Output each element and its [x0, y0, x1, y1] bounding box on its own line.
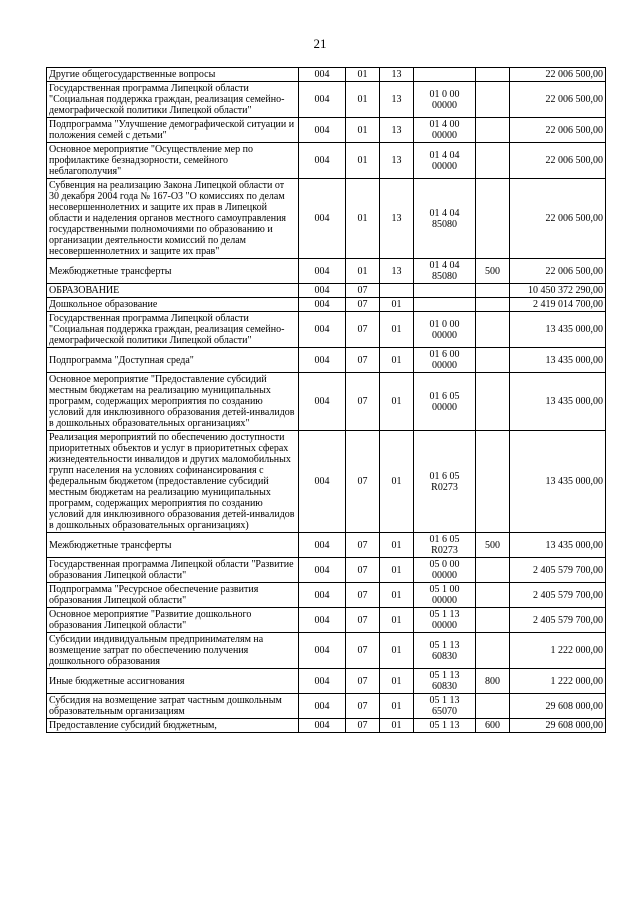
expense-name-cell: Иные бюджетные ассигнования [47, 669, 299, 694]
expense-type-cell: 600 [476, 719, 510, 733]
expense-name-cell: Основное мероприятие "Развитие дошкольного образования Липецкой области" [47, 608, 299, 633]
table-row [47, 298, 606, 312]
section-code-cell: 01 [346, 68, 380, 82]
section-code-cell: 07 [346, 608, 380, 633]
expense-type-cell [476, 118, 510, 143]
subsection-code-cell: 13 [380, 179, 414, 259]
section-code-cell: 07 [346, 284, 380, 298]
table-row [47, 284, 606, 298]
page-number: 21 [313, 36, 327, 51]
expense-type-cell [476, 143, 510, 179]
expense-type-cell [476, 694, 510, 719]
expense-type-cell: 800 [476, 669, 510, 694]
amount-cell: 13 435 000,00 [510, 348, 606, 373]
subsection-code-cell: 01 [380, 431, 414, 533]
ministry-code-cell: 004 [299, 143, 346, 179]
table-row [47, 259, 606, 284]
subsection-code-cell: 01 [380, 312, 414, 348]
subsection-code-cell: 01 [380, 298, 414, 312]
target-article-cell: 01 6 05 R0273 [414, 431, 476, 533]
expense-type-cell: 500 [476, 259, 510, 284]
subsection-code-cell: 01 [380, 633, 414, 669]
target-article-cell [414, 68, 476, 82]
ministry-code-cell: 004 [299, 259, 346, 284]
expense-name-cell: Межбюджетные трансферты [47, 259, 299, 284]
table-row [47, 179, 606, 259]
target-article-cell: 05 1 13 60830 [414, 669, 476, 694]
ministry-code-cell: 004 [299, 373, 346, 431]
section-code-cell: 07 [346, 694, 380, 719]
amount-cell: 22 006 500,00 [510, 68, 606, 82]
expense-name-cell: Государственная программа Липецкой области "Развитие образования Липецкой области" [47, 558, 299, 583]
table-row [47, 608, 606, 633]
subsection-code-cell: 01 [380, 348, 414, 373]
amount-cell: 22 006 500,00 [510, 82, 606, 118]
subsection-code-cell: 13 [380, 82, 414, 118]
section-code-cell: 07 [346, 373, 380, 431]
subsection-code-cell: 01 [380, 694, 414, 719]
target-article-cell: 05 1 13 00000 [414, 608, 476, 633]
subsection-code-cell: 01 [380, 583, 414, 608]
amount-cell: 22 006 500,00 [510, 118, 606, 143]
amount-cell: 13 435 000,00 [510, 533, 606, 558]
expense-type-cell: 500 [476, 533, 510, 558]
table-row [47, 558, 606, 583]
section-code-cell: 01 [346, 143, 380, 179]
subsection-code-cell: 13 [380, 68, 414, 82]
amount-cell: 22 006 500,00 [510, 259, 606, 284]
target-article-cell: 01 0 00 00000 [414, 82, 476, 118]
subsection-code-cell: 01 [380, 608, 414, 633]
subsection-code-cell: 13 [380, 143, 414, 179]
table-row [47, 583, 606, 608]
ministry-code-cell: 004 [299, 583, 346, 608]
table-body [47, 68, 606, 733]
expense-name-cell: Основное мероприятие "Предоставление субсидий местным бюджетам на реализацию муниципальных программ, содержащих мероприятия по созданию условий для инклюзивного образования детей-инвалидов в дошкольных образовательных организациях" [47, 373, 299, 431]
amount-cell: 29 608 000,00 [510, 719, 606, 733]
subsection-code-cell: 01 [380, 533, 414, 558]
section-code-cell: 07 [346, 558, 380, 583]
ministry-code-cell: 004 [299, 633, 346, 669]
amount-cell: 29 608 000,00 [510, 694, 606, 719]
ministry-code-cell: 004 [299, 82, 346, 118]
target-article-cell: 01 4 00 00000 [414, 118, 476, 143]
amount-cell: 2 405 579 700,00 [510, 558, 606, 583]
target-article-cell: 01 4 04 85080 [414, 259, 476, 284]
section-code-cell: 07 [346, 583, 380, 608]
table-row [47, 348, 606, 373]
target-article-cell: 05 1 00 00000 [414, 583, 476, 608]
amount-cell: 13 435 000,00 [510, 373, 606, 431]
expense-type-cell [476, 179, 510, 259]
target-article-cell [414, 284, 476, 298]
expense-type-cell [476, 633, 510, 669]
target-article-cell [414, 298, 476, 312]
table-row [47, 533, 606, 558]
expense-name-cell: Реализация мероприятий по обеспечению доступности приоритетных объектов и услуг в приоритетных сферах жизнедеятельности инвалидов и других маломобильных групп населения на условиях софинансирования с федеральным бюджетом (предоставление субсидий местным бюджетам на реализацию муниципальных программ, содержащих мероприятия по созданию условий для инклюзивного образования детей-инвалидов в дошкольных образовательных организациях) [47, 431, 299, 533]
amount-cell: 1 222 000,00 [510, 669, 606, 694]
ministry-code-cell: 004 [299, 179, 346, 259]
table-row [47, 118, 606, 143]
expense-name-cell: ОБРАЗОВАНИЕ [47, 284, 299, 298]
table-row [47, 312, 606, 348]
section-code-cell: 01 [346, 259, 380, 284]
expense-type-cell [476, 431, 510, 533]
ministry-code-cell: 004 [299, 298, 346, 312]
expense-type-cell [476, 68, 510, 82]
amount-cell: 1 222 000,00 [510, 633, 606, 669]
target-article-cell: 05 0 00 00000 [414, 558, 476, 583]
subsection-code-cell: 13 [380, 259, 414, 284]
expense-type-cell [476, 82, 510, 118]
ministry-code-cell: 004 [299, 719, 346, 733]
subsection-code-cell: 01 [380, 373, 414, 431]
expense-type-cell [476, 298, 510, 312]
section-code-cell: 07 [346, 298, 380, 312]
target-article-cell: 05 1 13 65070 [414, 694, 476, 719]
section-code-cell: 07 [346, 348, 380, 373]
ministry-code-cell: 004 [299, 348, 346, 373]
expense-name-cell: Подпрограмма "Улучшение демографической ситуации и положения семей с детьми" [47, 118, 299, 143]
section-code-cell: 07 [346, 431, 380, 533]
section-code-cell: 07 [346, 719, 380, 733]
expense-name-cell: Основное мероприятие "Осуществление мер по профилактике безнадзорности, семейного неблагополучия" [47, 143, 299, 179]
ministry-code-cell: 004 [299, 284, 346, 298]
expense-type-cell [476, 373, 510, 431]
amount-cell: 2 405 579 700,00 [510, 583, 606, 608]
section-code-cell: 07 [346, 669, 380, 694]
table-row [47, 633, 606, 669]
expense-type-cell [476, 583, 510, 608]
target-article-cell: 01 6 05 00000 [414, 373, 476, 431]
ministry-code-cell: 004 [299, 669, 346, 694]
table-row [47, 669, 606, 694]
table-row [47, 373, 606, 431]
target-article-cell: 01 6 05 R0273 [414, 533, 476, 558]
target-article-cell: 01 6 00 00000 [414, 348, 476, 373]
section-code-cell: 07 [346, 312, 380, 348]
amount-cell: 13 435 000,00 [510, 312, 606, 348]
target-article-cell: 01 0 00 00000 [414, 312, 476, 348]
target-article-cell: 05 1 13 60830 [414, 633, 476, 669]
ministry-code-cell: 004 [299, 118, 346, 143]
section-code-cell: 07 [346, 533, 380, 558]
ministry-code-cell: 004 [299, 608, 346, 633]
subsection-code-cell: 01 [380, 719, 414, 733]
amount-cell: 10 450 372 290,00 [510, 284, 606, 298]
budget-table [46, 67, 606, 733]
expense-name-cell: Подпрограмма "Ресурсное обеспечение развития образования Липецкой области" [47, 583, 299, 608]
ministry-code-cell: 004 [299, 68, 346, 82]
expense-name-cell: Подпрограмма "Доступная среда" [47, 348, 299, 373]
amount-cell: 22 006 500,00 [510, 143, 606, 179]
ministry-code-cell: 004 [299, 694, 346, 719]
ministry-code-cell: 004 [299, 431, 346, 533]
section-code-cell: 01 [346, 82, 380, 118]
amount-cell: 2 405 579 700,00 [510, 608, 606, 633]
table-row [47, 143, 606, 179]
expense-name-cell: Дошкольное образование [47, 298, 299, 312]
amount-cell: 22 006 500,00 [510, 179, 606, 259]
table-row [47, 719, 606, 733]
amount-cell: 13 435 000,00 [510, 431, 606, 533]
ministry-code-cell: 004 [299, 558, 346, 583]
subsection-code-cell [380, 284, 414, 298]
amount-cell: 2 419 014 700,00 [510, 298, 606, 312]
expense-name-cell: Государственная программа Липецкой области "Социальная поддержка граждан, реализация семейно-демографической политики Липецкой области" [47, 312, 299, 348]
expense-name-cell: Субсидии индивидуальным предпринимателям на возмещение затрат по обеспечению получения дошкольного образования [47, 633, 299, 669]
expense-type-cell [476, 348, 510, 373]
target-article-cell: 05 1 13 [414, 719, 476, 733]
table-row [47, 82, 606, 118]
ministry-code-cell: 004 [299, 312, 346, 348]
subsection-code-cell: 01 [380, 669, 414, 694]
expense-name-cell: Государственная программа Липецкой области "Социальная поддержка граждан, реализация семейно-демографической политики Липецкой области" [47, 82, 299, 118]
expense-name-cell: Субсидия на возмещение затрат частным дошкольным образовательным организациям [47, 694, 299, 719]
target-article-cell: 01 4 04 00000 [414, 143, 476, 179]
expense-type-cell [476, 284, 510, 298]
expense-type-cell [476, 558, 510, 583]
expense-name-cell: Межбюджетные трансферты [47, 533, 299, 558]
expense-name-cell: Другие общегосударственные вопросы [47, 68, 299, 82]
ministry-code-cell: 004 [299, 533, 346, 558]
table-row [47, 68, 606, 82]
expense-type-cell [476, 608, 510, 633]
table-row [47, 694, 606, 719]
target-article-cell: 01 4 04 85080 [414, 179, 476, 259]
expense-name-cell: Субвенция на реализацию Закона Липецкой области от 30 декабря 2004 года № 167-ОЗ "О комиссиях по делам несовершеннолетних и защите их прав в Липецкой области и наделения органов местного самоуправления государственными полномочиями по образованию и организации деятельности комиссий по делам несовершеннолетних и защите их прав" [47, 179, 299, 259]
table-row [47, 431, 606, 533]
section-code-cell: 01 [346, 118, 380, 143]
section-code-cell: 07 [346, 633, 380, 669]
expense-name-cell: Предоставление субсидий бюджетным, [47, 719, 299, 733]
subsection-code-cell: 01 [380, 558, 414, 583]
subsection-code-cell: 13 [380, 118, 414, 143]
section-code-cell: 01 [346, 179, 380, 259]
expense-type-cell [476, 312, 510, 348]
